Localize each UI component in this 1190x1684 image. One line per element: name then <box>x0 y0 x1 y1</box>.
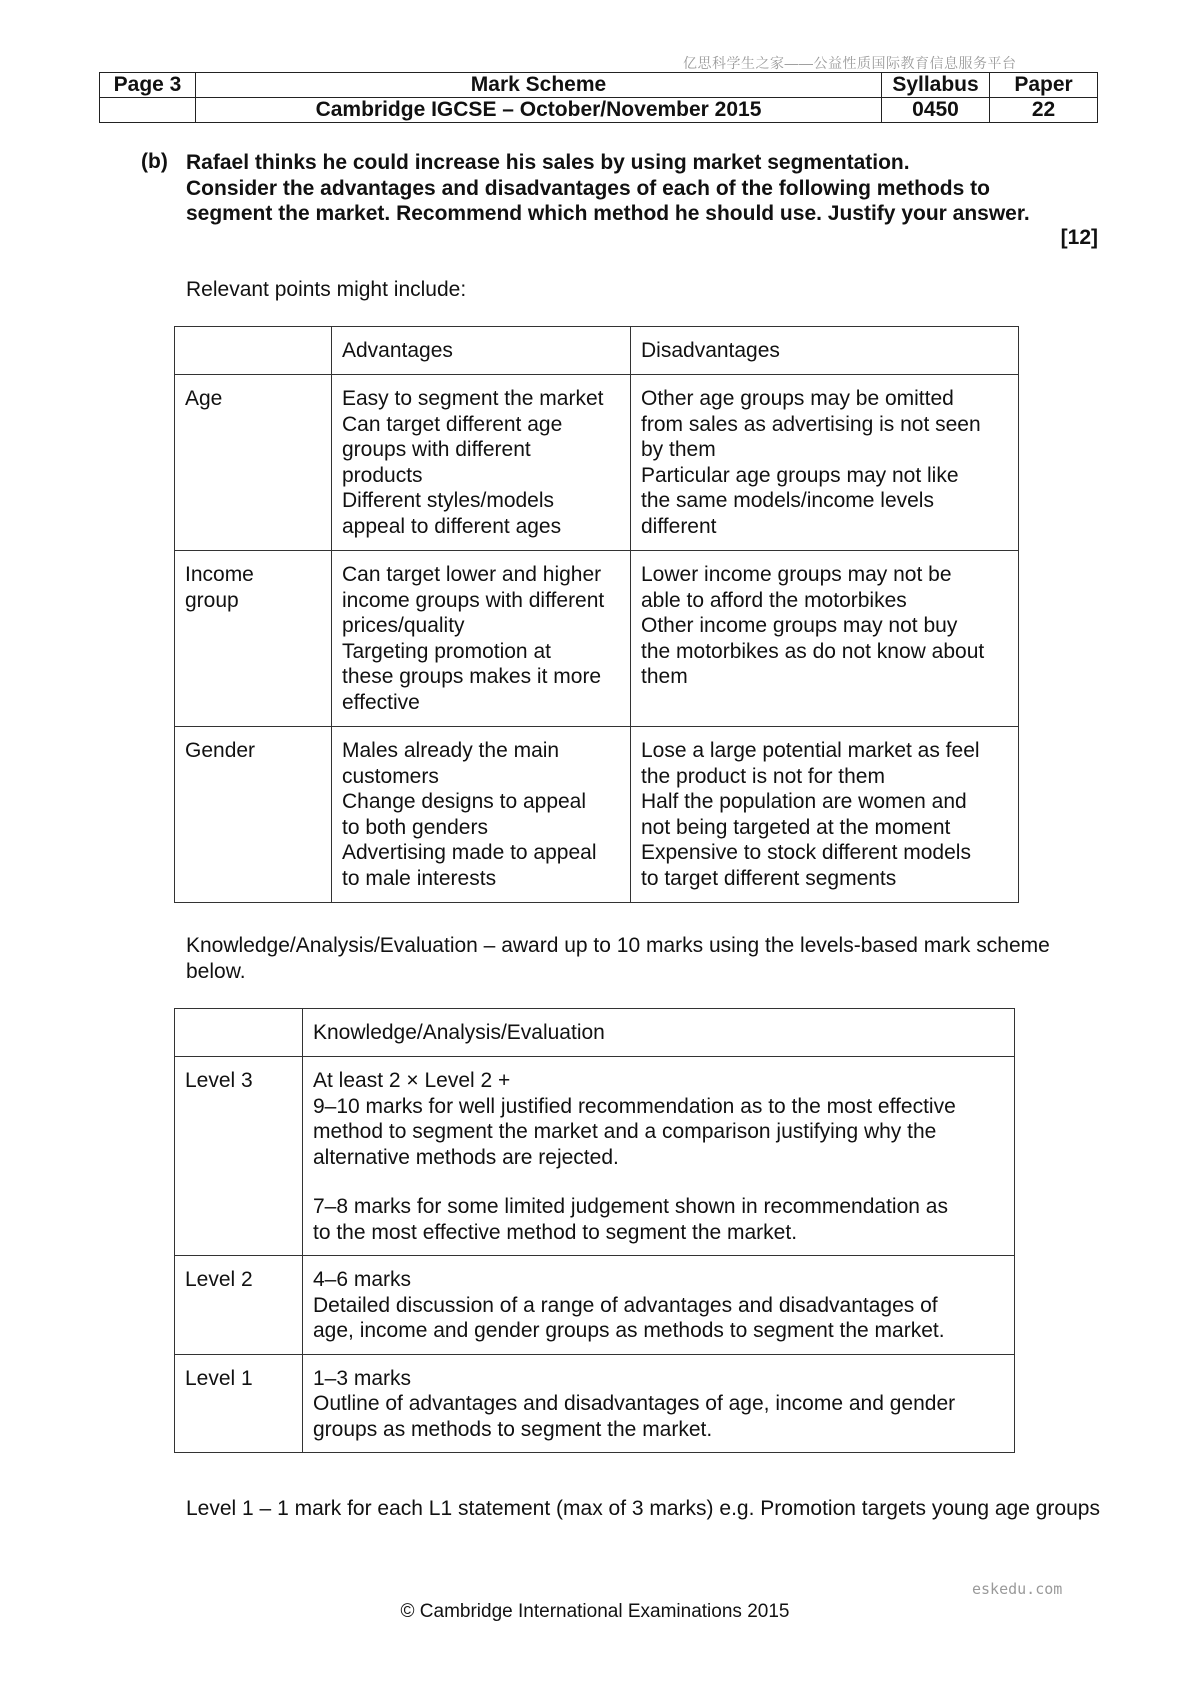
disadvantages-cell <box>631 375 1019 551</box>
table-row <box>175 375 1019 551</box>
cell-line: Expensive to stock different models <box>641 841 971 864</box>
cell-line: Lower income groups may not be <box>641 563 952 586</box>
cell-line: Change designs to appeal <box>342 790 587 813</box>
cell-line: Different styles/models <box>342 489 555 512</box>
level-description <box>303 1256 1015 1355</box>
cell-line: Lose a large potential market as feel <box>641 739 980 762</box>
paper-label: Paper <box>990 73 1098 98</box>
document-title: Mark Scheme <box>196 73 882 98</box>
header-empty-cell <box>100 98 196 123</box>
table-header-row <box>175 327 1019 375</box>
cell-line: groups with different <box>342 438 531 461</box>
cell-line: prices/quality <box>342 614 465 637</box>
cell-line: 1–3 marks <box>313 1366 412 1390</box>
question-line: segment the market. Recommend which method he should use. Justify your answer. <box>186 202 1030 225</box>
cell-line: by them <box>641 438 716 461</box>
cell-line: 4–6 marks <box>313 1268 412 1291</box>
advantages-cell <box>332 375 631 551</box>
cell-line: to the most effective method to segment the market. <box>313 1220 798 1244</box>
method-label: group <box>185 588 239 612</box>
disadvantages-cell <box>631 551 1019 727</box>
cell-line: customers <box>342 764 439 788</box>
question-line: Consider the advantages and disadvantages of each of the following methods to <box>186 176 990 200</box>
table-row <box>175 1354 1015 1453</box>
cell-line: able to afford the motorbikes <box>641 588 907 612</box>
level-label: Level 2 <box>175 1256 303 1355</box>
syllabus-value: 0450 <box>882 98 990 123</box>
header-advantages: Advantages <box>332 327 631 375</box>
cell-line: 9–10 marks for well justified recommendation as to the most effective <box>313 1094 956 1118</box>
cell-line: Outline of advantages and disadvantages of age, income and gender <box>313 1392 956 1415</box>
page-number: Page 3 <box>100 73 196 98</box>
cell-line: method to segment the market and a comparison justifying why the <box>313 1120 937 1143</box>
cell-line: Can target lower and higher <box>342 563 602 586</box>
cell-line: Targeting promotion at <box>342 639 551 663</box>
header-disadvantages: Disadvantages <box>631 327 1019 375</box>
cell-line: Can target different age <box>342 412 563 436</box>
cell-line: products <box>342 463 423 487</box>
advantages-cell <box>332 727 631 903</box>
paper-value: 22 <box>990 98 1098 123</box>
cell-line: Detailed discussion of a range of advantages and disadvantages of <box>313 1293 938 1317</box>
document-subtitle: Cambridge IGCSE – October/November 2015 <box>196 98 882 123</box>
cell-line: effective <box>342 690 420 714</box>
footer-copyright: © Cambridge International Examinations 2015 <box>400 1601 790 1622</box>
header-blank <box>175 327 332 375</box>
advantages-cell <box>332 551 631 727</box>
cell-line: 7–8 marks for some limited judgement shown in recommendation as <box>313 1195 948 1218</box>
cell-line: different <box>641 514 717 538</box>
syllabus-label: Syllabus <box>882 73 990 98</box>
cell-line: the motorbikes as do not know about <box>641 639 985 663</box>
cell-line: Particular age groups may not like <box>641 463 959 487</box>
cell-line: groups as methods to segment the market. <box>313 1417 713 1441</box>
cell-line: At least 2 × Level 2 + <box>313 1069 511 1092</box>
table-header-row <box>175 1009 1015 1057</box>
cell-line: to both genders <box>342 815 488 839</box>
cell-line: these groups makes it more <box>342 665 602 688</box>
method-label: Gender <box>185 739 256 762</box>
cell-line: Males already the main <box>342 739 560 762</box>
question-label: (b) <box>141 150 168 173</box>
question-text <box>186 150 1086 227</box>
cell-line: Advertising made to appeal <box>342 841 597 864</box>
watermark-top: 亿思科学生之家——公益性质国际教育信息服务平台 <box>683 55 1017 71</box>
table-row <box>175 1057 1015 1256</box>
question-marks: [12] <box>1060 226 1098 249</box>
cell-line: Half the population are women and <box>641 790 967 813</box>
cell-line: Other age groups may be omitted <box>641 387 954 410</box>
level-description <box>303 1354 1015 1453</box>
cell-line: the product is not for them <box>641 764 885 788</box>
table-row <box>175 727 1019 903</box>
cell-line: them <box>641 665 688 688</box>
level-description <box>303 1057 1015 1256</box>
method-label: Age <box>185 387 223 410</box>
disadvantages-cell <box>631 727 1019 903</box>
watermark-bottom: eskedu.com <box>972 1580 1063 1598</box>
header-kae: Knowledge/Analysis/Evaluation <box>303 1009 1015 1057</box>
cell-line: from sales as advertising is not seen <box>641 412 981 436</box>
intro-text: Relevant points might include: <box>186 278 467 301</box>
paragraph-gap <box>313 1170 1004 1194</box>
cell-line: Other income groups may not buy <box>641 614 958 637</box>
table-row <box>175 1256 1015 1355</box>
header-blank <box>175 1009 303 1057</box>
method-cell <box>175 727 332 903</box>
method-cell <box>175 375 332 551</box>
cell-line: Easy to segment the market <box>342 387 604 410</box>
header-table <box>99 72 1098 123</box>
cell-line: appeal to different ages <box>342 514 562 538</box>
cell-line: not being targeted at the moment <box>641 815 951 839</box>
question-line: Rafael thinks he could increase his sales by using market segmentation. <box>186 151 910 174</box>
cell-line: alternative methods are rejected. <box>313 1145 619 1169</box>
cell-line: to male interests <box>342 866 497 890</box>
level-label: Level 3 <box>175 1057 303 1256</box>
table-row <box>175 551 1019 727</box>
method-label: Income <box>185 563 254 586</box>
cell-line: age, income and gender groups as methods to segment the market. <box>313 1319 945 1342</box>
segmentation-table <box>174 326 1019 903</box>
cell-line: to target different segments <box>641 866 897 890</box>
levels-table <box>174 1008 1015 1453</box>
kae-intro: Knowledge/Analysis/Evaluation – award up to 10 marks using the levels-based mark scheme below. <box>186 934 1050 983</box>
cell-line: income groups with different <box>342 588 605 612</box>
level1-note: Level 1 – 1 mark for each L1 statement (max of 3 marks) e.g. Promotion targets young age groups <box>186 1497 1100 1520</box>
cell-line: the same models/income levels <box>641 489 934 512</box>
level-label: Level 1 <box>175 1354 303 1453</box>
method-cell <box>175 551 332 727</box>
